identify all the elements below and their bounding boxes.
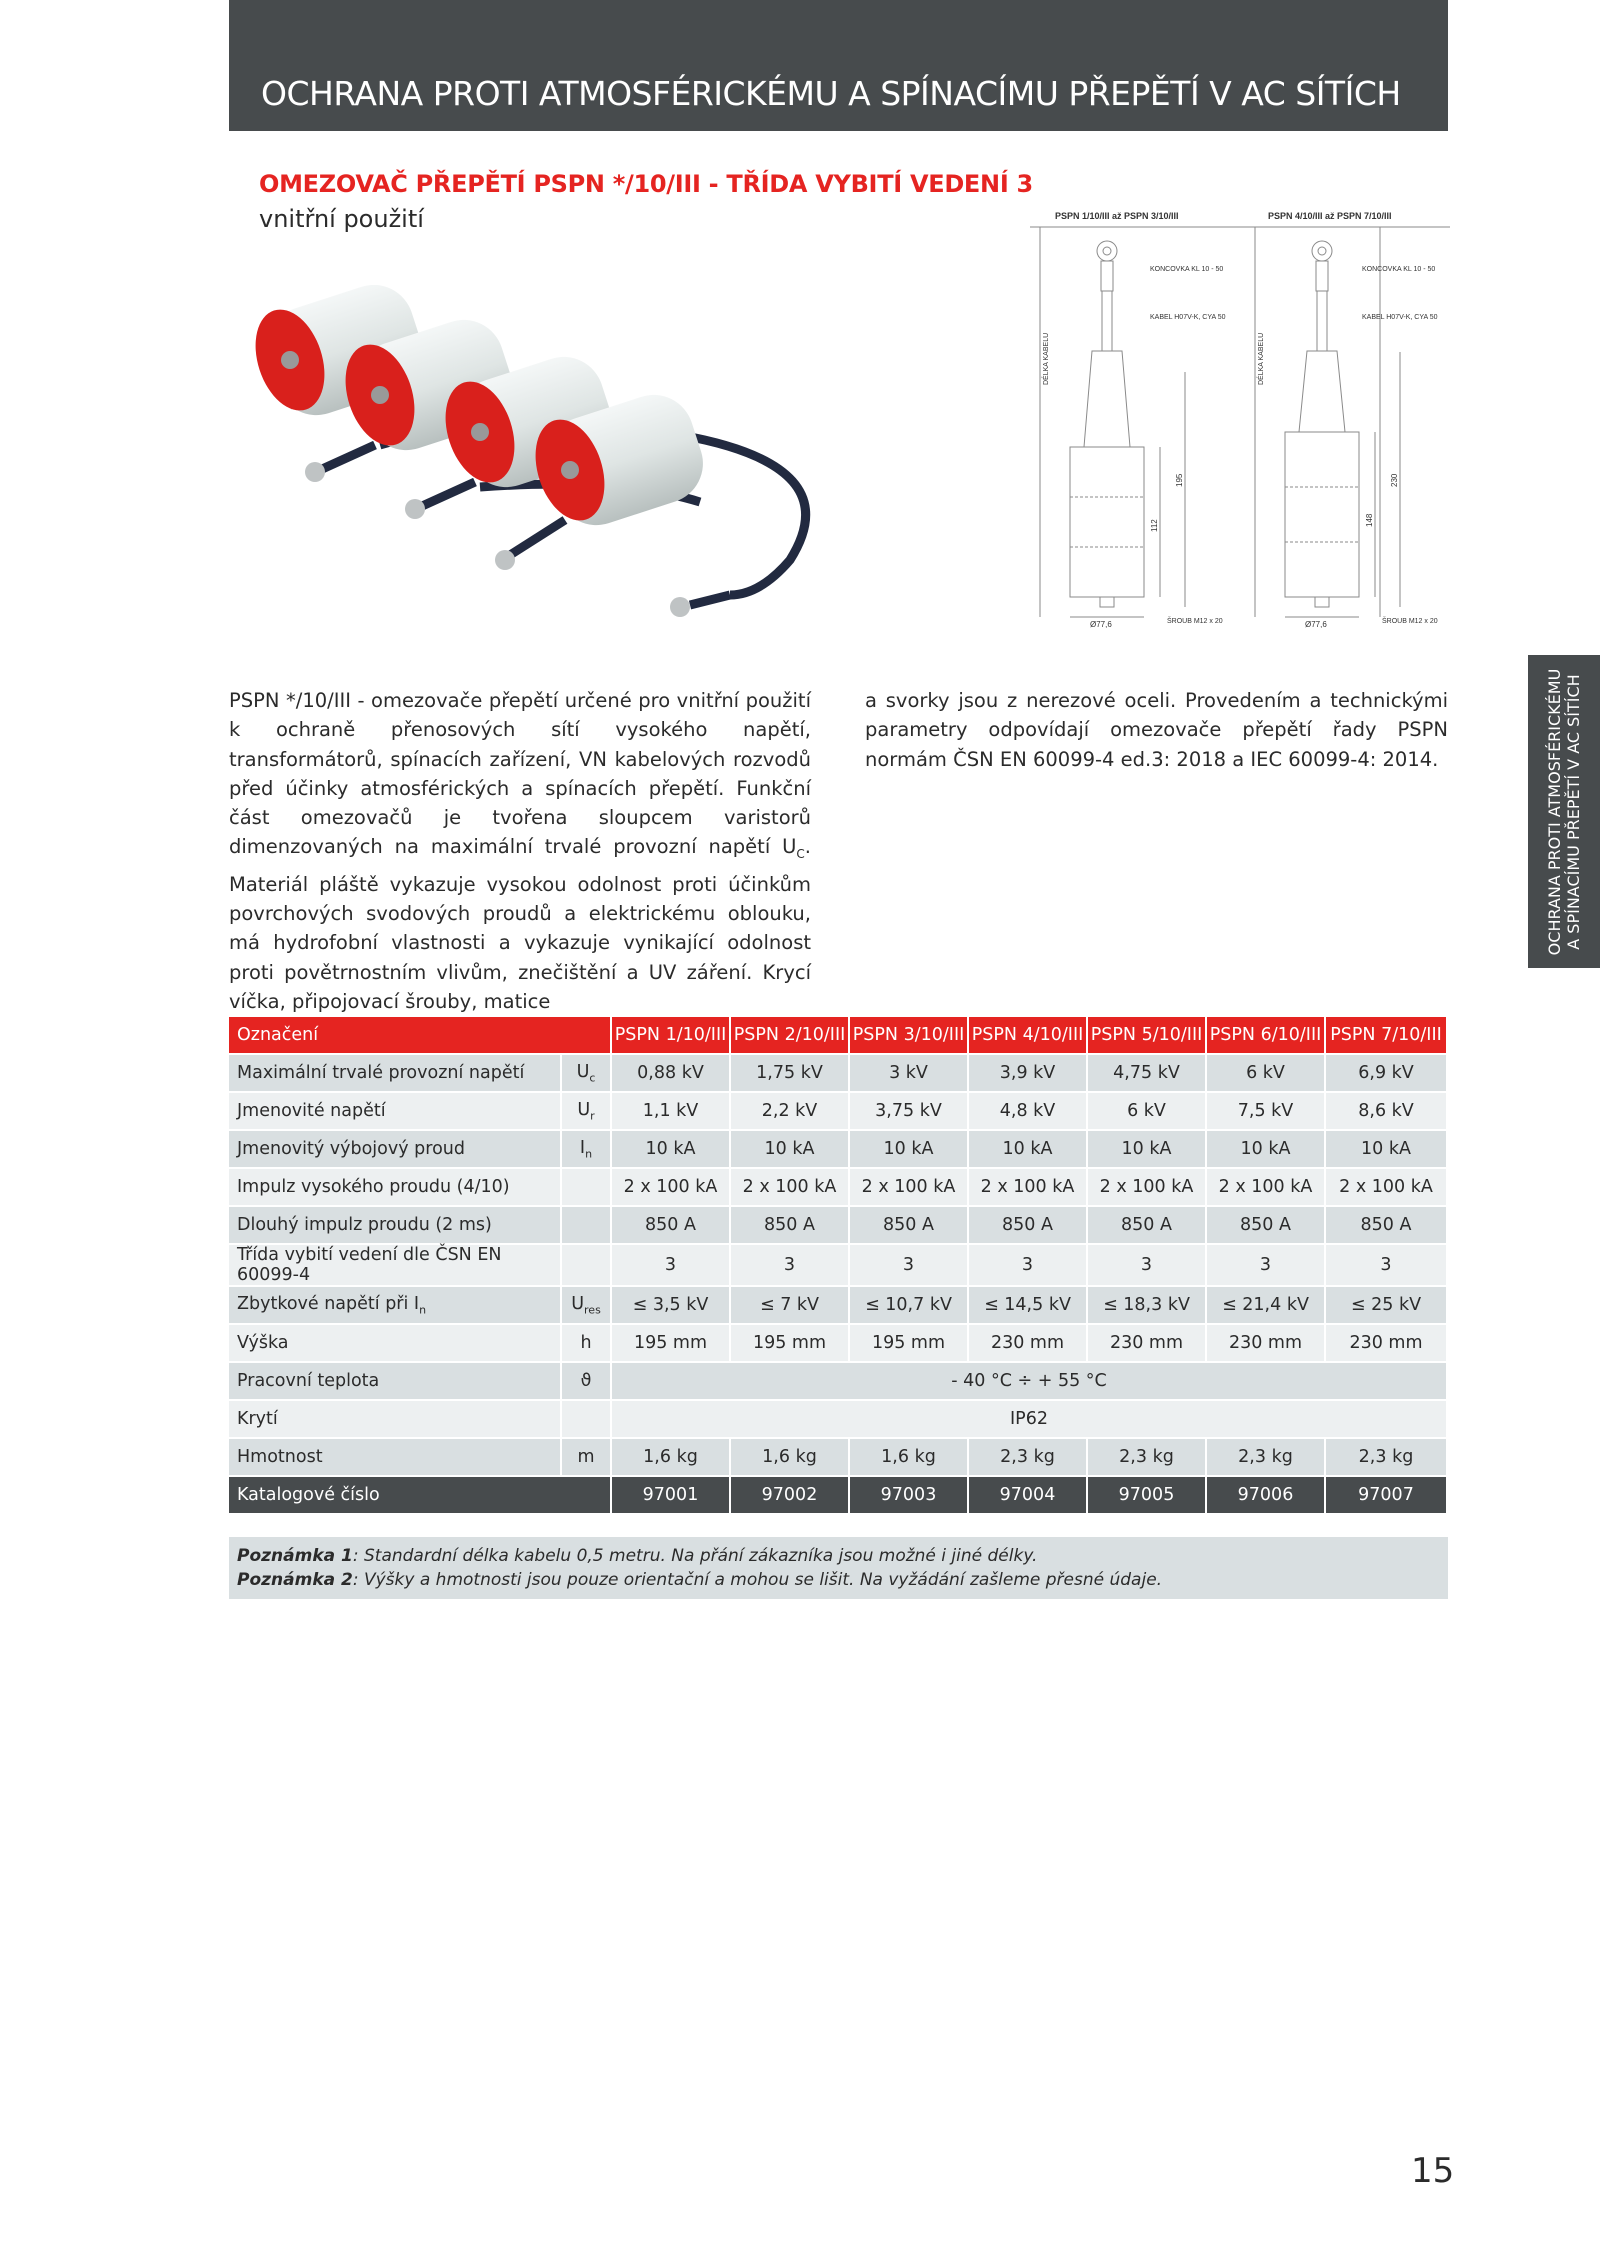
cell: 850 A bbox=[1088, 1207, 1207, 1245]
table-row bbox=[229, 1131, 1448, 1169]
row-symbol: ϑ bbox=[562, 1363, 612, 1401]
cable-length-right: DÉLKA KABELU bbox=[1258, 332, 1265, 385]
cell: 2 x 100 kA bbox=[612, 1169, 731, 1207]
row-symbol bbox=[562, 1207, 612, 1245]
row-label: Impulz vysokého proudu (4/10) bbox=[229, 1169, 562, 1207]
terminal-label-left: KONCOVKA KL 10 - 50 bbox=[1150, 266, 1224, 273]
cell: 3 bbox=[969, 1245, 1088, 1287]
cell: 0,88 kV bbox=[612, 1055, 731, 1093]
cell: 3 kV bbox=[850, 1055, 969, 1093]
cell: 10 kA bbox=[1088, 1131, 1207, 1169]
row-label: Krytí bbox=[229, 1401, 562, 1439]
row-symbol: $I_n$ bbox=[562, 1131, 612, 1169]
table-row bbox=[229, 1093, 1448, 1131]
product-title: OMEZOVAČ PŘEPĚTÍ PSPN */10/III - TŘÍDA VYBITÍ VEDENÍ 3 bbox=[259, 170, 1033, 198]
row-label: Jmenovitý výbojový proud bbox=[229, 1131, 562, 1169]
catalog-number: 97007 bbox=[1326, 1477, 1448, 1515]
catalog-number: 97005 bbox=[1088, 1477, 1207, 1515]
cell: 4,8 kV bbox=[969, 1093, 1088, 1131]
side-tab bbox=[1528, 655, 1600, 968]
row-symbol: $U_r$ bbox=[562, 1093, 612, 1131]
cell: 2 x 100 kA bbox=[850, 1169, 969, 1207]
table-row bbox=[229, 1055, 1448, 1093]
cell: 8,6 kV bbox=[1326, 1093, 1448, 1131]
cell: 2,3 kg bbox=[1088, 1439, 1207, 1477]
cell: ≤ 18,3 kV bbox=[1088, 1287, 1207, 1325]
row-label: Maximální trvalé provozní napětí bbox=[229, 1055, 562, 1093]
cell: 1,75 kV bbox=[731, 1055, 850, 1093]
cell: 3 bbox=[731, 1245, 850, 1287]
row-symbol bbox=[562, 1245, 612, 1287]
cell: 850 A bbox=[1326, 1207, 1448, 1245]
catalog-number: 97002 bbox=[731, 1477, 850, 1515]
cable-length-left: DÉLKA KABELU bbox=[1043, 332, 1050, 385]
cell: 2,3 kg bbox=[1207, 1439, 1326, 1477]
cell: 7,5 kV bbox=[1207, 1093, 1326, 1131]
row-label: Výška bbox=[229, 1325, 562, 1363]
model-4: PSPN 4/10/III bbox=[969, 1017, 1088, 1055]
product-photo bbox=[250, 285, 870, 630]
cell: ≤ 21,4 kV bbox=[1207, 1287, 1326, 1325]
note-1: Poznámka 1: Standardní délka kabelu 0,5 metru. Na přání zákazníka jsou možné i jiné délky. bbox=[237, 1546, 1038, 1566]
cell: 3,9 kV bbox=[969, 1055, 1088, 1093]
model-7: PSPN 7/10/III bbox=[1326, 1017, 1448, 1055]
cell: 195 mm bbox=[850, 1325, 969, 1363]
table-row bbox=[229, 1363, 1448, 1401]
row-label: Zbytkové napětí při $I_n$ bbox=[229, 1287, 562, 1325]
header-label: Označení bbox=[229, 1017, 612, 1055]
cell: 1,6 kg bbox=[850, 1439, 969, 1477]
cell: 2,2 kV bbox=[731, 1093, 850, 1131]
side-tab-line-1: OCHRANA PROTI ATMOSFÉRICKÉMU bbox=[1545, 668, 1564, 955]
row-symbol bbox=[562, 1169, 612, 1207]
model-5: PSPN 5/10/III bbox=[1088, 1017, 1207, 1055]
row-symbol: m bbox=[562, 1439, 612, 1477]
page-title: OCHRANA PROTI ATMOSFÉRICKÉMU A SPÍNACÍMU PŘEPĚTÍ V AC SÍTÍCH bbox=[261, 74, 1401, 113]
cell: 1,6 kg bbox=[731, 1439, 850, 1477]
cell: 2 x 100 kA bbox=[1088, 1169, 1207, 1207]
header-bar bbox=[229, 0, 1448, 131]
table-row bbox=[229, 1439, 1448, 1477]
row-symbol: $U_c$ bbox=[562, 1055, 612, 1093]
table-row bbox=[229, 1169, 1448, 1207]
bolt-left: ŠROUB M12 x 20 bbox=[1167, 618, 1223, 625]
cell: 3 bbox=[1207, 1245, 1326, 1287]
row-label: Jmenovité napětí bbox=[229, 1093, 562, 1131]
terminal-label-right: KONCOVKA KL 10 - 50 bbox=[1362, 266, 1436, 273]
cell: 230 mm bbox=[1088, 1325, 1207, 1363]
model-6: PSPN 6/10/III bbox=[1207, 1017, 1326, 1055]
cell: 3 bbox=[1326, 1245, 1448, 1287]
cell: 1,1 kV bbox=[612, 1093, 731, 1131]
drawing-left-title: PSPN 1/10/III až PSPN 3/10/III bbox=[1055, 211, 1179, 221]
table-row bbox=[229, 1325, 1448, 1363]
cell: 195 mm bbox=[612, 1325, 731, 1363]
cell: 3,75 kV bbox=[850, 1093, 969, 1131]
cell: 10 kA bbox=[1326, 1131, 1448, 1169]
cell: 850 A bbox=[1207, 1207, 1326, 1245]
cell: 2 x 100 kA bbox=[731, 1169, 850, 1207]
catalog-number: 97006 bbox=[1207, 1477, 1326, 1515]
model-3: PSPN 3/10/III bbox=[850, 1017, 969, 1055]
cell: 230 mm bbox=[1326, 1325, 1448, 1363]
cell: 2 x 100 kA bbox=[1326, 1169, 1448, 1207]
cell: ≤ 14,5 kV bbox=[969, 1287, 1088, 1325]
row-label: Dlouhý impulz proudu (2 ms) bbox=[229, 1207, 562, 1245]
note-2: Poznámka 2: Výšky a hmotnosti jsou pouze orientační a mohou se lišit. Na vyžádání zašleme přesné údaje. bbox=[237, 1570, 1163, 1590]
cell: 6 kV bbox=[1088, 1093, 1207, 1131]
cable-label-left: KABEL H07V-K, CYA 50 bbox=[1150, 314, 1226, 321]
cell: ≤ 25 kV bbox=[1326, 1287, 1448, 1325]
cell: 10 kA bbox=[612, 1131, 731, 1169]
height-right-total: 230 bbox=[1390, 473, 1399, 487]
cell: 6,9 kV bbox=[1326, 1055, 1448, 1093]
cell: ≤ 3,5 kV bbox=[612, 1287, 731, 1325]
table-header-row bbox=[229, 1017, 1448, 1055]
row-label: Hmotnost bbox=[229, 1439, 562, 1477]
cell: 10 kA bbox=[731, 1131, 850, 1169]
cell: 850 A bbox=[969, 1207, 1088, 1245]
row-symbol bbox=[562, 1401, 612, 1439]
description-subscript: C bbox=[796, 847, 805, 862]
cell: 3 bbox=[612, 1245, 731, 1287]
cell: 10 kA bbox=[850, 1131, 969, 1169]
description-text-b: . Materiál pláště vykazuje vysokou odolnost proti účinkům povrchových svodových proudů a elektrickému oblouku, má hydrofobní vlastnosti a vykazuje vynikající odolnost proti povětrnostním vlivům, znečištění a UV záření. Krycí víčka, připojovací šrouby, matice bbox=[229, 835, 811, 1013]
model-1: PSPN 1/10/III bbox=[612, 1017, 731, 1055]
page-number: 15 bbox=[1411, 2151, 1455, 2191]
cell: 10 kA bbox=[1207, 1131, 1326, 1169]
row-label: Pracovní teplota bbox=[229, 1363, 562, 1401]
cell: 6 kV bbox=[1207, 1055, 1326, 1093]
spec-table bbox=[229, 1017, 1448, 1515]
table-footer-row bbox=[229, 1477, 1448, 1515]
cell: 230 mm bbox=[1207, 1325, 1326, 1363]
cable-label-right: KABEL H07V-K, CYA 50 bbox=[1362, 314, 1438, 321]
description-text-a: PSPN */10/III - omezovače přepětí určené pro vnitřní použití k ochraně přenosových sítí vysokého napětí, transformátorů, spínacích zařízení, VN kabelových rozvodů před účinky atmosférických a spínacích přepětí. Funkční část omezovačů je tvořena sloupcem varistorů dimenzovaných na maximální trvalé provozní napětí U bbox=[229, 689, 811, 859]
row-label: Třída vybití vedení dle ČSN EN 60099-4 bbox=[229, 1245, 562, 1287]
cell: 850 A bbox=[612, 1207, 731, 1245]
side-tab-line-2: A SPÍNACÍMU PŘEPĚTÍ V AC SÍTÍCH bbox=[1564, 673, 1583, 950]
table-row bbox=[229, 1207, 1448, 1245]
height-right-body: 148 bbox=[1365, 513, 1374, 527]
cell: 3 bbox=[850, 1245, 969, 1287]
notes-box bbox=[229, 1537, 1448, 1599]
side-tab-text bbox=[1545, 668, 1583, 955]
cell: 195 mm bbox=[731, 1325, 850, 1363]
cell-merged: IP62 bbox=[612, 1401, 1448, 1439]
diameter-right: Ø77,6 bbox=[1305, 620, 1327, 629]
description-column-2: a svorky jsou z nerezové oceli. Provedením a technickými parametry odpovídají omezovače přepětí řady PSPN normám ČSN EN 60099-4 ed.3: 2018 a IEC 60099-4: 2014. bbox=[865, 689, 1448, 771]
cell: 2,3 kg bbox=[1326, 1439, 1448, 1477]
product-subtitle: vnitřní použití bbox=[259, 205, 424, 233]
cell: ≤ 7 kV bbox=[731, 1287, 850, 1325]
cell: 2 x 100 kA bbox=[969, 1169, 1088, 1207]
table-row bbox=[229, 1287, 1448, 1325]
cell: 10 kA bbox=[969, 1131, 1088, 1169]
catalog-number: 97003 bbox=[850, 1477, 969, 1515]
row-symbol: $U_{res}$ bbox=[562, 1287, 612, 1325]
photo-brand: HAKEL bbox=[555, 617, 588, 628]
cell: 4,75 kV bbox=[1088, 1055, 1207, 1093]
cell: 230 mm bbox=[969, 1325, 1088, 1363]
cell-merged: - 40 °C ÷ + 55 °C bbox=[612, 1363, 1448, 1401]
bolt-right: ŠROUB M12 x 20 bbox=[1382, 618, 1438, 625]
catalog-number: 97001 bbox=[612, 1477, 731, 1515]
model-2: PSPN 2/10/III bbox=[731, 1017, 850, 1055]
table-row bbox=[229, 1245, 1448, 1287]
drawing-right-title: PSPN 4/10/III až PSPN 7/10/III bbox=[1268, 211, 1392, 221]
cell: ≤ 10,7 kV bbox=[850, 1287, 969, 1325]
catalog-label: Katalogové číslo bbox=[229, 1477, 612, 1515]
height-left-body: 112 bbox=[1150, 519, 1159, 532]
cell: 2,3 kg bbox=[969, 1439, 1088, 1477]
height-left-total: 195 bbox=[1175, 473, 1184, 487]
diameter-left: Ø77,6 bbox=[1090, 620, 1112, 629]
row-symbol: h bbox=[562, 1325, 612, 1363]
table-row bbox=[229, 1401, 1448, 1439]
cell: 1,6 kg bbox=[612, 1439, 731, 1477]
description-column-1 bbox=[229, 686, 811, 1016]
cell: 2 x 100 kA bbox=[1207, 1169, 1326, 1207]
cell: 850 A bbox=[731, 1207, 850, 1245]
technical-drawing bbox=[1030, 207, 1450, 635]
catalog-number: 97004 bbox=[969, 1477, 1088, 1515]
cell: 3 bbox=[1088, 1245, 1207, 1287]
cell: 850 A bbox=[850, 1207, 969, 1245]
